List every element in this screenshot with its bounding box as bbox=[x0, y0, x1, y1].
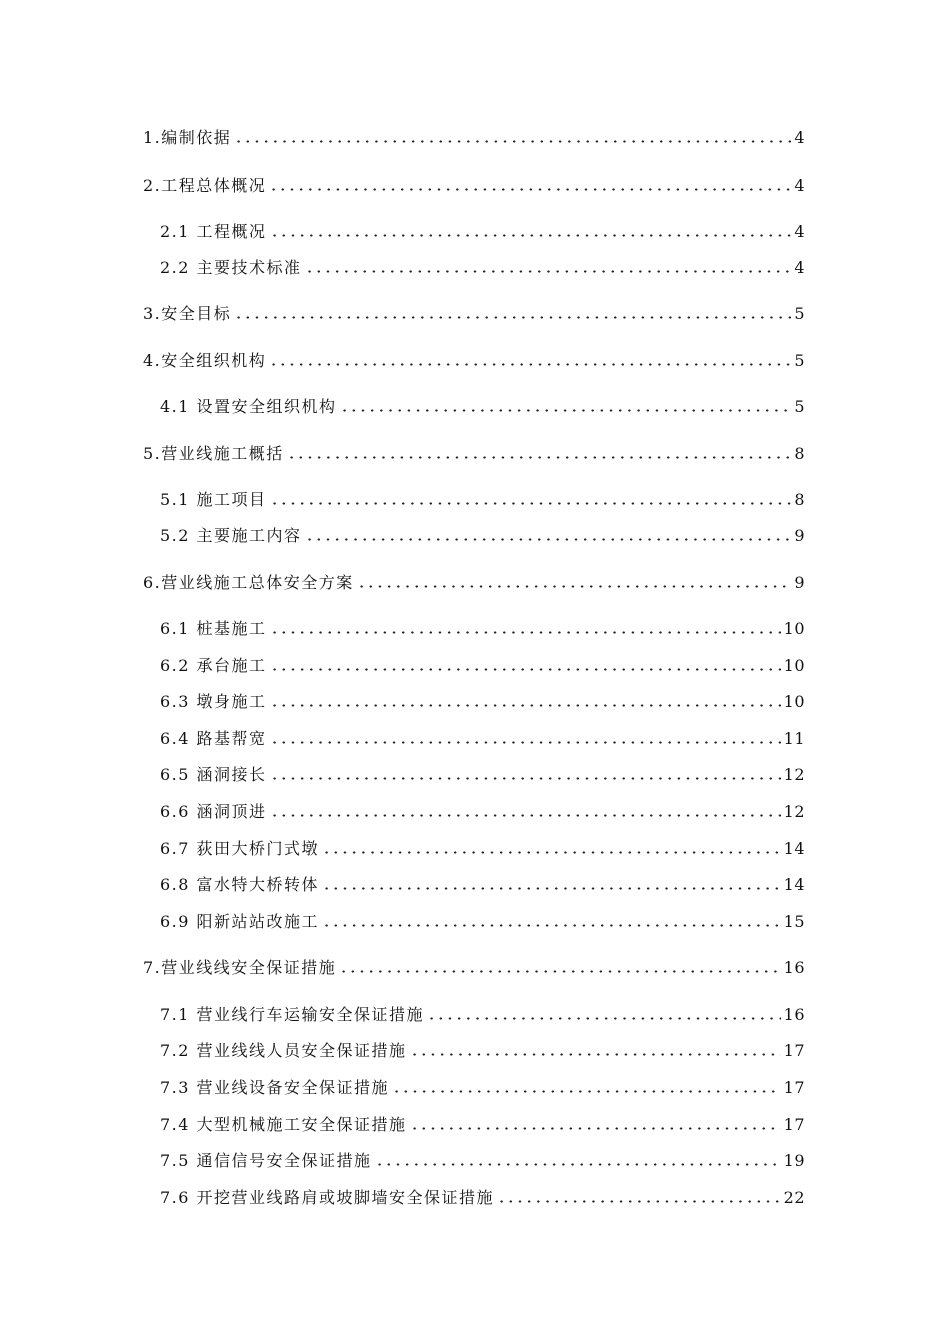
toc-entry-title: 4.安全组织机构 bbox=[143, 351, 267, 370]
toc-entry-title: 7.2 营业线线人员安全保证措施 bbox=[160, 1041, 407, 1060]
toc-leader-dots bbox=[322, 887, 781, 890]
toc-entry-page: 14 bbox=[783, 839, 805, 858]
toc-entry-title: 2.工程总体概况 bbox=[143, 176, 267, 195]
toc-entry-title: 5.营业线施工概括 bbox=[143, 444, 284, 463]
toc-entry-page: 10 bbox=[783, 656, 805, 675]
toc-entry-7[interactable] bbox=[143, 954, 805, 978]
toc-entry-page: 9 bbox=[794, 573, 805, 592]
toc-entry-7-6[interactable] bbox=[160, 1184, 805, 1208]
toc-leader-dots bbox=[392, 1090, 781, 1093]
toc-entry-7-3[interactable] bbox=[160, 1074, 805, 1098]
toc-entry-4-1[interactable] bbox=[160, 393, 805, 417]
toc-leader-dots bbox=[497, 1200, 781, 1203]
toc-entry-page: 5 bbox=[794, 351, 805, 370]
toc-entry-page: 9 bbox=[794, 526, 805, 545]
toc-leader-dots bbox=[339, 970, 780, 973]
toc-entry-2[interactable] bbox=[143, 172, 805, 196]
toc-entry-title: 1.编制依据 bbox=[143, 128, 232, 147]
toc-leader-dots bbox=[270, 234, 792, 237]
toc-leader-dots bbox=[322, 924, 781, 927]
toc-leader-dots bbox=[322, 851, 781, 854]
toc-entry-page: 5 bbox=[794, 397, 805, 416]
toc-entry-title: 6.4 路基帮宽 bbox=[160, 729, 267, 748]
toc-leader-dots bbox=[427, 1017, 781, 1020]
toc-entry-6[interactable] bbox=[143, 569, 805, 593]
toc-entry-page: 4 bbox=[794, 258, 805, 277]
toc-entry-6-1[interactable] bbox=[160, 615, 805, 639]
toc-leader-dots bbox=[234, 316, 791, 319]
toc-entry-5-2[interactable] bbox=[160, 522, 805, 546]
toc-entry-7-1[interactable] bbox=[160, 1001, 805, 1025]
toc-entry-6-2[interactable] bbox=[160, 652, 805, 676]
toc-entry-title: 7.3 营业线设备安全保证措施 bbox=[160, 1078, 390, 1097]
toc-leader-dots bbox=[340, 409, 792, 412]
toc-leader-dots bbox=[269, 188, 791, 191]
toc-entry-6-6[interactable] bbox=[160, 798, 805, 822]
toc-leader-dots bbox=[270, 704, 781, 707]
toc-leader-dots bbox=[270, 814, 781, 817]
toc-entry-page: 4 bbox=[794, 128, 805, 147]
toc-entry-title: 5.1 施工项目 bbox=[160, 490, 267, 509]
toc-entry-page: 17 bbox=[783, 1041, 805, 1060]
toc-entry-page: 10 bbox=[783, 692, 805, 711]
toc-entry-title: 6.5 涵洞接长 bbox=[160, 765, 267, 784]
toc-entry-1[interactable] bbox=[143, 124, 805, 148]
toc-leader-dots bbox=[375, 1163, 781, 1166]
toc-leader-dots bbox=[305, 270, 792, 273]
toc-leader-dots bbox=[234, 140, 791, 143]
toc-entry-7-2[interactable] bbox=[160, 1037, 805, 1061]
toc-entry-7-5[interactable] bbox=[160, 1147, 805, 1171]
toc-entry-title: 5.2 主要施工内容 bbox=[160, 526, 302, 545]
toc-leader-dots bbox=[269, 363, 791, 366]
toc-entry-title: 7.6 开挖营业线路肩或坡脚墙安全保证措施 bbox=[160, 1188, 495, 1207]
toc-entry-title: 7.5 通信信号安全保证措施 bbox=[160, 1151, 372, 1170]
toc-entry-title: 7.营业线线安全保证措施 bbox=[143, 958, 337, 977]
toc-entry-title: 6.1 桩基施工 bbox=[160, 619, 267, 638]
toc-entry-page: 14 bbox=[783, 875, 805, 894]
toc-entry-6-9[interactable] bbox=[160, 908, 805, 932]
toc-entry-title: 6.营业线施工总体安全方案 bbox=[143, 573, 354, 592]
toc-entry-page: 22 bbox=[783, 1188, 805, 1207]
toc-entry-title: 4.1 设置安全组织机构 bbox=[160, 397, 337, 416]
toc-entry-page: 11 bbox=[783, 729, 805, 748]
toc-entry-title: 6.7 荻田大桥门式墩 bbox=[160, 839, 320, 858]
toc-entry-page: 17 bbox=[783, 1078, 805, 1097]
toc-entry-6-5[interactable] bbox=[160, 761, 805, 785]
toc-entry-2-1[interactable] bbox=[160, 218, 805, 242]
toc-entry-page: 17 bbox=[783, 1115, 805, 1134]
toc-entry-5[interactable] bbox=[143, 440, 805, 464]
toc-entry-5-1[interactable] bbox=[160, 486, 805, 510]
toc-entry-page: 16 bbox=[783, 958, 805, 977]
toc-leader-dots bbox=[287, 456, 792, 459]
toc-entry-6-8[interactable] bbox=[160, 871, 805, 895]
toc-entry-page: 4 bbox=[794, 222, 805, 241]
toc-leader-dots bbox=[270, 777, 781, 780]
toc-leader-dots bbox=[270, 668, 781, 671]
toc-entry-page: 12 bbox=[783, 765, 805, 784]
toc-entry-page: 16 bbox=[783, 1005, 805, 1024]
toc-entry-title: 7.1 营业线行车运输安全保证措施 bbox=[160, 1005, 425, 1024]
toc-entry-title: 6.8 富水特大桥转体 bbox=[160, 875, 320, 894]
toc-leader-dots bbox=[270, 741, 781, 744]
toc-entry-title: 7.4 大型机械施工安全保证措施 bbox=[160, 1115, 407, 1134]
toc-entry-4[interactable] bbox=[143, 347, 805, 371]
toc-entry-title: 3.安全目标 bbox=[143, 304, 232, 323]
toc-entry-6-4[interactable] bbox=[160, 725, 805, 749]
toc-entry-title: 6.6 涵洞顶进 bbox=[160, 802, 267, 821]
toc-leader-dots bbox=[270, 502, 792, 505]
toc-leader-dots bbox=[410, 1127, 781, 1130]
toc-leader-dots bbox=[410, 1053, 781, 1056]
toc-leader-dots bbox=[305, 538, 792, 541]
toc-entry-page: 5 bbox=[794, 304, 805, 323]
toc-entry-page: 8 bbox=[794, 444, 805, 463]
toc-entry-page: 8 bbox=[794, 490, 805, 509]
toc-entry-title: 6.2 承台施工 bbox=[160, 656, 267, 675]
toc-entry-page: 15 bbox=[783, 912, 805, 931]
toc-entry-title: 2.1 工程概况 bbox=[160, 222, 267, 241]
toc-entry-6-3[interactable] bbox=[160, 688, 805, 712]
toc-entry-title: 6.9 阳新站站改施工 bbox=[160, 912, 320, 931]
toc-entry-3[interactable] bbox=[143, 300, 805, 324]
toc-entry-page: 4 bbox=[794, 176, 805, 195]
toc-entry-page: 10 bbox=[783, 619, 805, 638]
toc-entry-6-7[interactable] bbox=[160, 835, 805, 859]
toc-entry-2-2[interactable] bbox=[160, 254, 805, 278]
toc-leader-dots bbox=[357, 585, 792, 588]
toc-entry-title: 6.3 墩身施工 bbox=[160, 692, 267, 711]
toc-entry-page: 19 bbox=[783, 1151, 805, 1170]
toc-leader-dots bbox=[270, 631, 781, 634]
toc-entry-7-4[interactable] bbox=[160, 1111, 805, 1135]
toc-entry-page: 12 bbox=[783, 802, 805, 821]
toc-entry-title: 2.2 主要技术标准 bbox=[160, 258, 302, 277]
